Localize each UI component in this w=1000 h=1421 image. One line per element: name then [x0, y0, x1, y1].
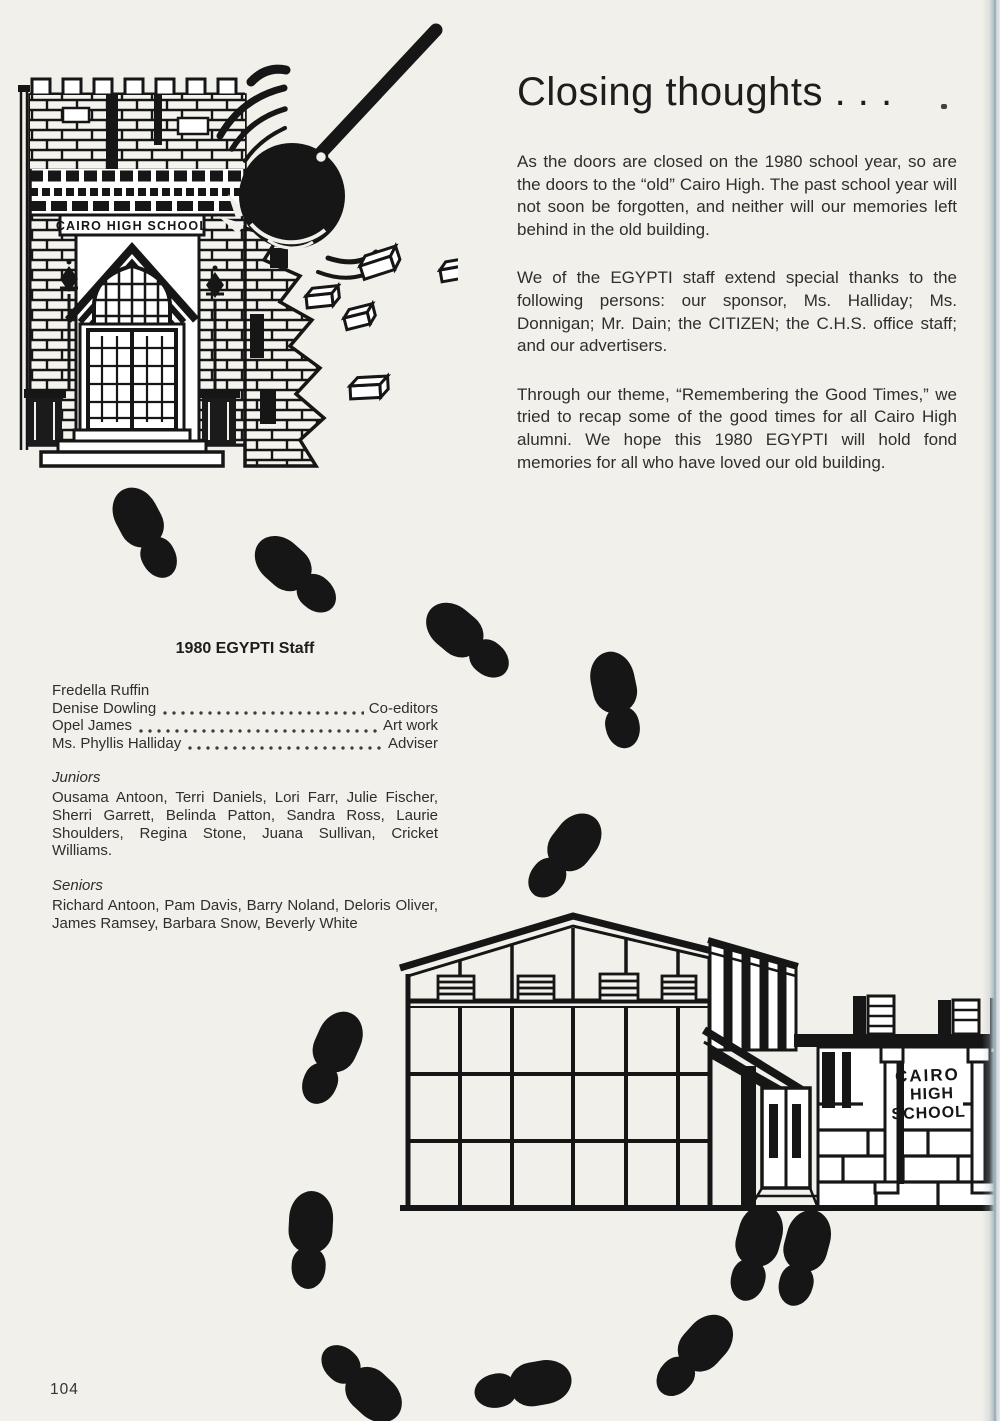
group-names: Richard Antoon, Pam Davis, Barry Noland, Deloris Oliver, James Ramsey, Barbara Snow, Beverly White [52, 897, 438, 932]
group-label: Juniors [52, 769, 101, 786]
dot-leader [161, 704, 364, 717]
footprint-icon [244, 525, 348, 625]
article-paragraph: Through our theme, “Remembering the Good Times,” we tried to recap some of the good times for all Cairo High alumni. We hope this 1980 EGYPTI will hold fond memories for all who have loved our old building. [517, 384, 957, 472]
staff-heading: 1980 EGYPTI Staff [175, 640, 315, 657]
footprint-icon [290, 1004, 372, 1112]
credit-name: Ms. Phyllis Halliday [52, 734, 182, 752]
credit-role: Co-editors [368, 699, 438, 717]
staff-group-juniors [52, 769, 438, 860]
page-title: Closing thoughts . . . [517, 70, 893, 114]
group-label: Seniors [52, 877, 103, 895]
footprint-icon [309, 1333, 412, 1421]
footprint-icon [516, 803, 613, 909]
staff-section [52, 640, 438, 933]
new-building-illustration [398, 898, 1000, 1218]
credit-row [52, 682, 438, 700]
old-building-sign: CAIRO HIGH SCHOOL [55, 219, 209, 233]
footprint-icon [103, 479, 190, 587]
credit-name: Denise Dowling [52, 699, 157, 717]
closing-thoughts-article [517, 70, 957, 500]
credit-row [52, 717, 438, 735]
svg-text:SCHOOL: SCHOOL [891, 1103, 967, 1124]
credit-row [52, 735, 438, 753]
credit-name: Opel James [52, 717, 133, 734]
new-building-linework [400, 916, 1000, 1208]
group-names: Ousama Antoon, Terri Daniels, Lori Farr, Julie Fischer, Sherri Garrett, Belinda Patton, Sandra Ross, Laurie Shoulders, Regina Stone, Juana Sullivan, Cricket Williams. [52, 789, 438, 860]
old-building-linework [18, 30, 458, 466]
footprint-icon [584, 647, 649, 752]
scan-page-edge [982, 0, 1000, 1421]
credit-name: Fredella Ruffin [52, 682, 150, 699]
footprint-icon [284, 1190, 335, 1290]
credit-role: Art work [382, 717, 438, 734]
wrecking-ball-icon [239, 143, 345, 249]
credit-row [52, 700, 438, 718]
scan-edge-line [994, 0, 996, 1421]
dot-leader [186, 739, 383, 752]
dot-leader [137, 722, 378, 735]
article-paragraph: As the doors are closed on the 1980 school year, so are the doors to the “old” Cairo High. The past school year will not soon be forgotten, and neither will our memories left behind in the old building. [517, 152, 957, 239]
credit-role: Adviser [387, 734, 438, 752]
staff-group-seniors [52, 877, 438, 933]
article-paragraph: We of the EGYPTI staff extend special thanks to the following persons: our sponsor, Ms. Halliday; Ms. Donnigan; Mr. Dain; the CITIZEN; the C.H.S. office staff; and our advertisers. [517, 268, 957, 356]
svg-text:HIGH: HIGH [909, 1085, 955, 1104]
scan-speck [941, 104, 947, 109]
page-number: 104 [50, 1381, 79, 1398]
svg-text:CAIRO: CAIRO [894, 1064, 961, 1087]
old-building-illustration [8, 18, 458, 470]
crane-boom [320, 30, 436, 154]
flying-bricks [305, 246, 458, 399]
footprint-icon [471, 1355, 575, 1417]
footprint-icon [644, 1304, 744, 1408]
